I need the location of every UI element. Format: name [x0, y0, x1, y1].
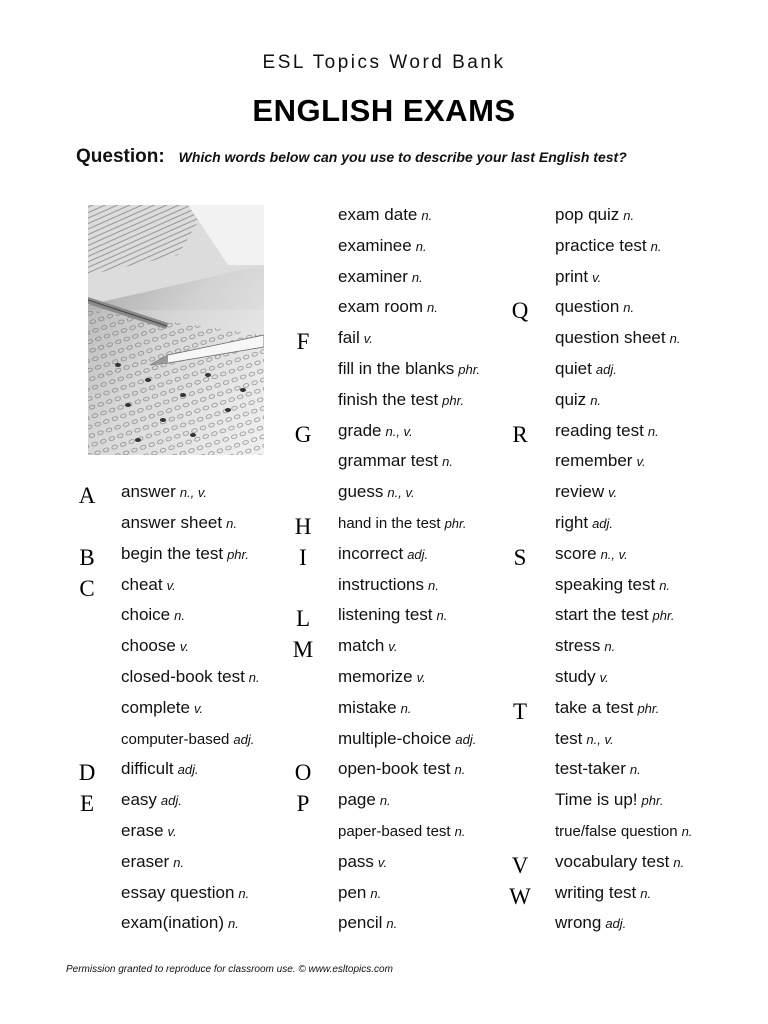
vocab-word: begin the test	[121, 543, 224, 563]
vocab-entry	[338, 515, 467, 532]
section-letter: H	[294, 514, 312, 539]
vocab-word: instructions	[338, 574, 424, 594]
part-of-speech: phr.	[652, 608, 675, 624]
vocab-word: paper-based test	[338, 823, 451, 840]
part-of-speech: adj.	[407, 546, 429, 562]
vocab-word: Time is up!	[555, 790, 638, 810]
vocab-entry	[121, 667, 260, 687]
section-letter: A	[78, 483, 96, 509]
part-of-speech: v.	[179, 639, 189, 655]
part-of-speech: n.	[370, 885, 382, 901]
vocab-word: eraser	[121, 851, 170, 871]
part-of-speech: adj.	[233, 731, 255, 747]
vocab-word: study	[555, 667, 596, 686]
part-of-speech: n.	[629, 762, 641, 778]
part-of-speech: v.	[592, 269, 602, 285]
part-of-speech: n.	[681, 824, 693, 839]
vocab-word: answer	[121, 482, 176, 502]
section-letter: Q	[511, 298, 529, 324]
vocab-entry	[555, 852, 684, 872]
part-of-speech: n.	[454, 762, 466, 778]
vocab-entry	[338, 267, 423, 287]
vocab-word: choose	[121, 636, 176, 656]
section-letter: S	[513, 544, 527, 570]
section-letter: T	[512, 698, 528, 724]
vocab-entry	[555, 297, 634, 317]
part-of-speech: n.	[415, 238, 427, 254]
vocab-word: quiz	[555, 389, 587, 409]
vocab-entry	[338, 698, 411, 718]
section-letter: B	[79, 544, 95, 570]
vocab-entry	[555, 513, 613, 533]
vocab-entry	[555, 913, 626, 933]
part-of-speech: v.	[388, 639, 398, 655]
part-of-speech: adj.	[595, 362, 617, 377]
part-of-speech: n.	[226, 516, 237, 531]
part-of-speech: n.	[173, 854, 185, 870]
part-of-speech: n., v.	[586, 731, 614, 747]
part-of-speech: n.	[427, 300, 438, 316]
vocab-entry	[338, 482, 415, 502]
part-of-speech: n.	[238, 885, 250, 901]
section-letter: C	[79, 575, 95, 601]
vocab-word: question	[555, 297, 620, 317]
vocab-word: test	[555, 728, 583, 748]
vocab-entry	[121, 513, 237, 533]
vocab-word: pencil	[338, 913, 383, 933]
part-of-speech: n.	[673, 854, 685, 870]
vocab-entry	[555, 883, 651, 903]
section-letter: R	[512, 421, 528, 447]
vocab-entry	[555, 729, 614, 749]
section-letter: O	[294, 760, 312, 786]
part-of-speech: n.	[411, 269, 423, 285]
part-of-speech: n.	[248, 670, 260, 685]
vocab-entry	[121, 575, 176, 595]
vocab-entry	[121, 759, 199, 779]
vocab-word: cheat	[121, 574, 163, 594]
vocab-word: stress	[555, 636, 601, 656]
part-of-speech: v.	[636, 454, 646, 470]
vocab-entry	[121, 821, 177, 841]
vocab-entry	[338, 636, 397, 656]
part-of-speech: n.	[669, 331, 681, 347]
vocab-word: score	[555, 543, 597, 563]
vocab-entry	[555, 267, 601, 287]
vocab-entry	[555, 421, 659, 441]
part-of-speech: adj.	[592, 516, 614, 531]
part-of-speech: n.	[442, 454, 453, 470]
footer-permission: Permission granted to reproduce for classroom use. © www.esltopics.com	[66, 964, 393, 975]
vocab-entry	[555, 790, 663, 810]
vocab-word: speaking test	[555, 574, 656, 594]
vocab-word: pen	[338, 882, 367, 902]
vocab-word: erase	[121, 821, 164, 840]
vocab-word: vocabulary test	[555, 851, 670, 871]
vocab-entry	[338, 729, 476, 749]
vocab-word: difficult	[121, 759, 174, 779]
vocab-entry	[338, 575, 439, 595]
part-of-speech: n.	[590, 392, 602, 408]
part-of-speech: n.	[228, 916, 239, 932]
vocab-entry	[555, 636, 615, 656]
part-of-speech: adj.	[605, 916, 627, 932]
part-of-speech: v.	[167, 824, 177, 839]
vocab-entry	[121, 852, 184, 872]
section-letter: L	[295, 606, 311, 632]
vocab-word: exam(ination)	[121, 913, 224, 933]
vocab-entry	[338, 605, 447, 625]
vocab-entry	[121, 636, 189, 656]
vocab-entry	[121, 913, 239, 933]
part-of-speech: n., v.	[385, 423, 413, 439]
part-of-speech: n.	[604, 639, 616, 655]
part-of-speech: n.	[647, 423, 659, 439]
part-of-speech: n.	[659, 577, 671, 593]
vocab-entry	[555, 544, 628, 564]
part-of-speech: v.	[363, 331, 373, 347]
part-of-speech: n.	[379, 793, 391, 809]
vocab-entry	[121, 698, 203, 718]
vocab-word: writing test	[555, 882, 637, 902]
part-of-speech: adj.	[160, 793, 182, 809]
vocab-word: examiner	[338, 266, 408, 286]
vocab-entry	[555, 236, 662, 256]
vocab-word: answer sheet	[121, 513, 223, 532]
section-letter: V	[511, 852, 529, 878]
vocab-word: question sheet	[555, 328, 666, 348]
vocab-word: grammar test	[338, 451, 439, 471]
part-of-speech: n., v.	[179, 485, 208, 501]
vocab-word: exam room	[338, 297, 424, 317]
vocab-entry	[338, 883, 381, 903]
vocab-entry	[555, 823, 692, 840]
part-of-speech: n.	[454, 824, 466, 839]
vocab-word: computer-based	[121, 730, 230, 748]
vocab-word: listening test	[338, 605, 433, 625]
vocab-entry	[338, 236, 427, 256]
part-of-speech: n.	[623, 300, 635, 316]
vocab-entry	[338, 667, 426, 687]
vocab-word: take a test	[555, 697, 634, 717]
part-of-speech: phr.	[641, 793, 664, 809]
part-of-speech: v.	[166, 577, 176, 593]
part-of-speech: phr.	[227, 546, 249, 562]
vocab-word: print	[555, 266, 589, 286]
vocab-entry	[338, 913, 397, 933]
part-of-speech: n.	[400, 700, 412, 716]
vocab-word: memorize	[338, 667, 413, 686]
vocab-entry	[555, 359, 617, 379]
part-of-speech: n.	[174, 608, 185, 624]
vocab-entry	[555, 667, 609, 687]
question	[76, 146, 627, 168]
vocab-entry	[338, 759, 465, 779]
vocab-word: fill in the blanks	[338, 359, 455, 378]
vocab-entry	[338, 421, 413, 441]
vocab-entry	[121, 544, 249, 564]
vocab-entry	[338, 328, 373, 348]
part-of-speech: v.	[377, 854, 388, 870]
part-of-speech: v.	[416, 670, 426, 685]
vocab-word: multiple-choice	[338, 728, 452, 748]
vocab-word: closed-book test	[121, 667, 245, 686]
vocab-word: right	[555, 513, 589, 532]
section-letter: M	[292, 637, 314, 663]
part-of-speech: n., v.	[387, 485, 415, 501]
vocab-word: pop quiz	[555, 205, 620, 224]
question-text: Which words below can you use to describe your last English test?	[178, 149, 627, 165]
part-of-speech: phr.	[458, 362, 481, 377]
vocab-word: pass	[338, 851, 374, 871]
vocab-entry	[338, 823, 465, 840]
vocab-entry	[555, 575, 670, 595]
part-of-speech: n.	[427, 577, 439, 593]
question-label: Question:	[76, 146, 165, 167]
vocab-entry	[338, 390, 464, 410]
vocab-word: start the test	[555, 605, 649, 625]
vocab-word: choice	[121, 605, 171, 625]
part-of-speech: phr.	[444, 516, 467, 531]
vocab-entry	[338, 359, 480, 379]
section-letter: D	[78, 760, 96, 786]
section-letter: F	[296, 329, 310, 355]
section-letter: W	[509, 883, 531, 909]
vocab-word: reading test	[555, 420, 644, 440]
vocab-entry	[121, 605, 185, 625]
topic-header: ESL Topics Word Bank	[262, 52, 506, 73]
vocab-word: essay question	[121, 882, 235, 902]
vocab-entry	[121, 883, 249, 903]
part-of-speech: adj.	[177, 762, 199, 778]
vocab-entry	[338, 205, 432, 225]
part-of-speech: n.	[386, 916, 398, 932]
vocab-word: examinee	[338, 235, 412, 255]
vocab-entry	[121, 790, 182, 810]
vocab-word: grade	[338, 420, 382, 440]
part-of-speech: v.	[193, 700, 204, 716]
part-of-speech: n., v.	[600, 546, 628, 562]
vocab-word: true/false question	[555, 823, 678, 840]
part-of-speech: n.	[436, 608, 448, 624]
vocab-word: incorrect	[338, 543, 404, 563]
vocab-word: remember	[555, 451, 633, 471]
vocab-entry	[121, 731, 254, 748]
part-of-speech: v.	[599, 670, 609, 685]
vocab-entry	[555, 759, 641, 779]
vocab-entry	[555, 451, 646, 471]
vocab-entry	[338, 451, 453, 471]
part-of-speech: adj.	[455, 731, 477, 747]
vocab-entry	[338, 852, 387, 872]
page-title: ENGLISH EXAMS	[252, 93, 516, 128]
section-letter: P	[296, 791, 310, 817]
part-of-speech: v.	[608, 485, 618, 501]
part-of-speech: phr.	[637, 700, 660, 716]
vocab-entry	[555, 205, 634, 225]
vocab-word: complete	[121, 697, 190, 717]
vocab-word: guess	[338, 482, 384, 502]
vocab-word: match	[338, 636, 385, 656]
vocab-entry	[555, 390, 601, 410]
vocab-entry	[338, 790, 391, 810]
vocab-entry	[338, 297, 438, 317]
vocab-word: exam date	[338, 205, 418, 224]
exam-answer-sheet-photo	[88, 205, 264, 455]
vocab-word: finish the test	[338, 389, 439, 409]
vocab-entry	[555, 482, 617, 502]
vocab-word: practice test	[555, 235, 647, 255]
vocab-entry	[555, 328, 680, 348]
vocab-entry	[338, 544, 428, 564]
vocab-word: easy	[121, 790, 157, 810]
vocab-entry	[555, 698, 659, 718]
vocab-word: quiet	[555, 359, 592, 378]
part-of-speech: phr.	[442, 392, 465, 408]
vocab-word: mistake	[338, 697, 397, 717]
part-of-speech: n.	[623, 208, 635, 223]
vocab-entry	[555, 605, 674, 625]
vocab-word: review	[555, 482, 605, 502]
part-of-speech: n.	[421, 208, 433, 223]
section-letter: I	[299, 544, 307, 570]
vocab-word: open-book test	[338, 759, 451, 779]
section-letter: E	[79, 791, 95, 817]
section-letter: G	[294, 421, 312, 447]
part-of-speech: n.	[650, 238, 662, 254]
vocab-word: hand in the test	[338, 515, 441, 532]
vocab-word: test-taker	[555, 759, 626, 779]
vocab-word: wrong	[555, 913, 602, 933]
part-of-speech: n.	[640, 885, 652, 901]
vocab-word: page	[338, 790, 376, 810]
vocab-entry	[121, 482, 207, 502]
vocab-word: fail	[338, 328, 360, 348]
